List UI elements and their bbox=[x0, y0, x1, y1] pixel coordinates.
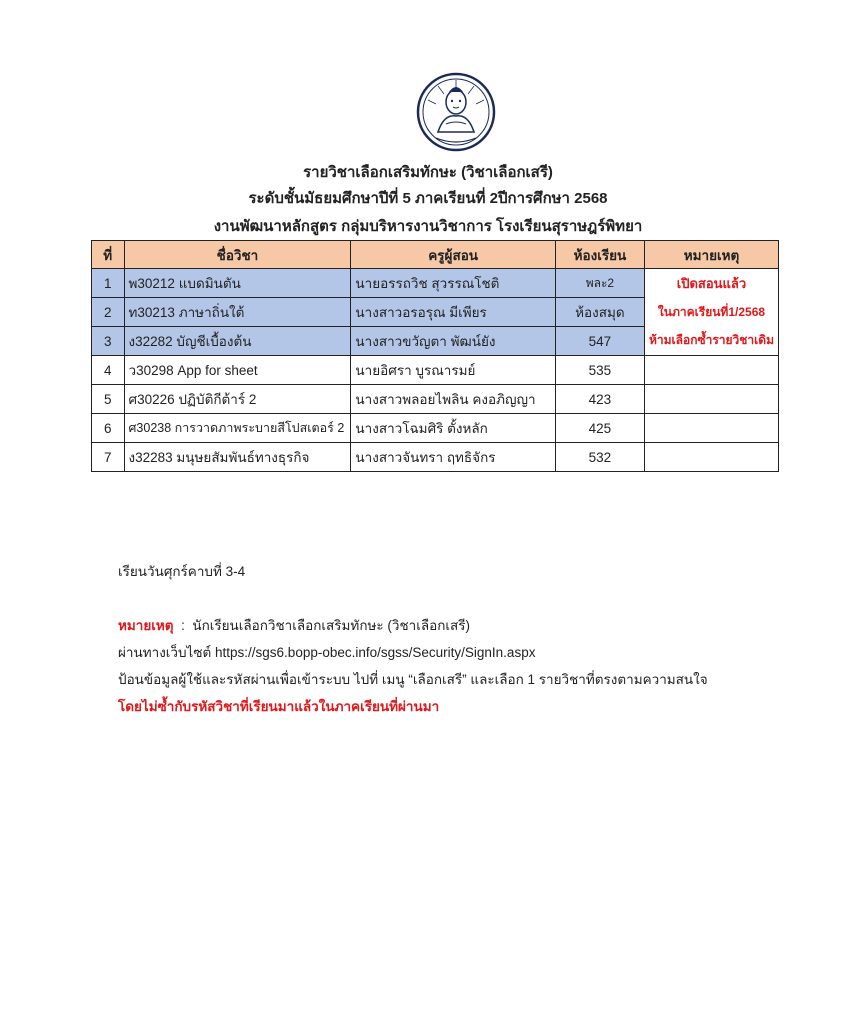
cell-room: 535 bbox=[555, 356, 644, 385]
cell-subject: ศ30238 การวาดภาพระบายสีโปสเตอร์ 2 bbox=[124, 414, 351, 443]
cell-no: 1 bbox=[92, 269, 125, 298]
table-header-row bbox=[92, 241, 779, 269]
remark-instructions: ป้อนข้อมูลผู้ใช้และรหัสผ่านเพื่อเข้าระบบ ไปที่ เมนู “เลือกเสรี” และเลือก 1 รายวิชาที่ตรงตามความสนใจ bbox=[118, 672, 708, 687]
cell-teacher: นายอรรถวิช สุวรรณโชติ bbox=[351, 269, 555, 298]
note-line-2: ในภาคเรียนที่1/2568 bbox=[657, 305, 766, 319]
cell-no: 7 bbox=[92, 443, 125, 472]
cell-room: 532 bbox=[555, 443, 644, 472]
cell-room: 547 bbox=[555, 327, 644, 356]
cell-note bbox=[644, 414, 778, 443]
cell-room: 425 bbox=[555, 414, 644, 443]
cell-teacher: นางสาวขวัญตา พัฒน์ยัง bbox=[351, 327, 555, 356]
table-row bbox=[92, 269, 779, 298]
note-line-3: ห้ามเลือกซ้ำรายวิชาเดิม bbox=[648, 333, 774, 347]
cell-note bbox=[644, 356, 778, 385]
cell-no: 3 bbox=[92, 327, 125, 356]
remark-text-1: นักเรียนเลือกวิชาเลือกเสริมทักษะ (วิชาเลือกเสรี) bbox=[192, 618, 470, 633]
schedule-text: เรียนวันศุกร์คาบที่ 3-4 bbox=[118, 564, 246, 579]
cell-no: 5 bbox=[92, 385, 125, 414]
remark-warning: โดยไม่ซ้ำกับรหัสวิชาที่เรียนมาแล้วในภาคเรียนที่ผ่านมา bbox=[118, 699, 440, 714]
cell-teacher: นางสาวพลอยไพลิน คงอภิญญา bbox=[351, 385, 555, 414]
cell-subject: ท30213 ภาษาถิ่นใต้ bbox=[124, 298, 351, 327]
note-cell bbox=[644, 269, 778, 356]
course-table bbox=[91, 240, 779, 472]
cell-subject: พ30212 แบดมินตัน bbox=[124, 269, 351, 298]
cell-teacher: นายอิศรา บูรณารมย์ bbox=[351, 356, 555, 385]
header-line-1: รายวิชาเลือกเสริมทักษะ (วิชาเลือกเสรี) bbox=[303, 164, 553, 181]
table-row bbox=[92, 385, 779, 414]
col-header-room: ห้องเรียน bbox=[555, 241, 644, 269]
table-row bbox=[92, 356, 779, 385]
cell-subject: ศ30226 ปฏิบัติกีต้าร์ 2 bbox=[124, 385, 351, 414]
cell-subject: ว30298 App for sheet bbox=[124, 356, 351, 385]
remark-line-1 bbox=[118, 612, 708, 639]
cell-note bbox=[644, 385, 778, 414]
cell-room: ห้องสมุด bbox=[555, 298, 644, 327]
col-header-teacher: ครูผู้สอน bbox=[351, 241, 555, 269]
table-row bbox=[92, 443, 779, 472]
col-header-subject: ชื่อวิชา bbox=[124, 241, 351, 269]
cell-teacher: นางสาวโฉมศิริ ตั้งหลัก bbox=[351, 414, 555, 443]
remark-label: หมายเหตุ bbox=[118, 618, 174, 633]
col-header-no: ที่ bbox=[92, 241, 125, 269]
cell-subject: ง32283 มนุษยสัมพันธ์ทางธุรกิจ bbox=[124, 443, 351, 472]
cell-room: 423 bbox=[555, 385, 644, 414]
note-line-1: เปิดสอนแล้ว bbox=[676, 276, 747, 291]
col-header-note: หมายเหตุ bbox=[644, 241, 778, 269]
cell-subject: ง32282 บัญชีเบื้องต้น bbox=[124, 327, 351, 356]
remarks-block bbox=[118, 612, 708, 720]
cell-teacher: นางสาวอรอรุณ มีเพียร bbox=[351, 298, 555, 327]
school-seal-icon bbox=[416, 72, 496, 152]
remark-website: ผ่านทางเว็บไซต์ https://sgs6.bopp-obec.info/sgss/Security/SignIn.aspx bbox=[118, 645, 536, 660]
remark-separator: : bbox=[173, 618, 193, 633]
cell-note bbox=[644, 443, 778, 472]
header-line-2: ระดับชั้นมัธยมศึกษาปีที่ 5 ภาคเรียนที่ 2ปีการศึกษา 2568 bbox=[248, 190, 608, 207]
cell-teacher: นางสาวจันทรา ฤทธิจักร bbox=[351, 443, 555, 472]
header-line-3: งานพัฒนาหลักสูตร กลุ่มบริหารงานวิชาการ โรงเรียนสุราษฎร์พิทยา bbox=[213, 218, 643, 235]
cell-no: 2 bbox=[92, 298, 125, 327]
table-row bbox=[92, 414, 779, 443]
cell-room: พละ2 bbox=[555, 269, 644, 298]
cell-no: 4 bbox=[92, 356, 125, 385]
cell-no: 6 bbox=[92, 414, 125, 443]
